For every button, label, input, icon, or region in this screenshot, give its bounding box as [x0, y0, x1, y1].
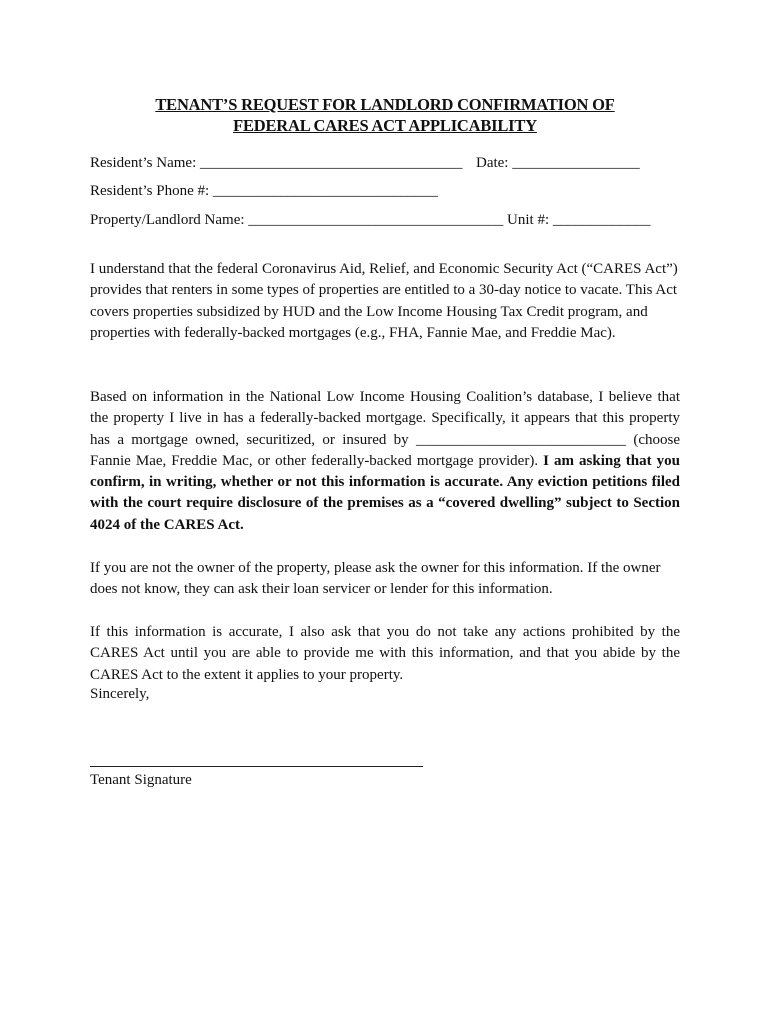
resident-phone-row: [90, 183, 438, 200]
paragraph-mortgage-text: Based on information in the National Low Income Housing Coalition’s database, I believe that the property I live in has a federally-backed mortgage. Specifically, it appears that this property has a mortgage owned, securitized, or insured by: [90, 389, 680, 448]
property-landlord-row: [90, 212, 650, 229]
resident-phone-field[interactable]: ______________________________: [212, 183, 438, 199]
resident-name-row: [90, 155, 640, 172]
paragraph-owner-info: If you are not the owner of the property, please ask the owner for this information. If the owner does not know, they can ask their loan servicer or lender for this information.: [90, 560, 661, 598]
document-title-line-2: FEDERAL CARES ACT APPLICABILITY: [233, 116, 537, 135]
tenant-signature-label: Tenant Signature: [90, 772, 192, 788]
resident-name-label: Resident’s Name:: [90, 155, 197, 171]
date-field[interactable]: _________________: [512, 155, 640, 171]
paragraph-prohibited-actions: If this information is accurate, I also ask that you do not take any actions prohibited by the CARES Act until you are able to provide me with this information, and that you abide by the CARES Act to the extent it applies to your property.: [90, 624, 680, 683]
unit-label: Unit #:: [507, 212, 550, 228]
date-label: Date:: [475, 155, 509, 171]
signature-line[interactable]: [90, 766, 423, 767]
unit-field[interactable]: _____________: [552, 212, 651, 228]
paragraph-mortgage-request: [90, 387, 680, 536]
resident-phone-label: Resident’s Phone #:: [90, 183, 210, 199]
resident-name-field[interactable]: ___________________________________: [199, 155, 463, 171]
property-landlord-label: Property/Landlord Name:: [90, 212, 245, 228]
paragraph-mortgage-bold-request: I am asking that you confirm, in writing, whether or not this information is accurate. Any eviction petitions filed with the court require disclosure of the premises as a “covered dwelling” subject to Section 4024 of the CARES Act.: [90, 452, 680, 533]
paragraph-mortgage-text-choose: (choose Fannie Mae, Freddie Mac, or other federally-backed mortgage provider).: [90, 431, 680, 469]
paragraph-cares-act-overview: I understand that the federal Coronavirus Aid, Relief, and Economic Security Act (“CARES Act”) provides that renters in some types of properties are entitled to a 30-day notice to vacate. This Act covers properties subsidized by HUD and the Low Income Housing Tax Credit program, and properties with federally-backed mortgages (e.g., FHA, Fannie Mae, and Freddie Mac).: [90, 261, 678, 341]
property-landlord-field[interactable]: __________________________________: [248, 212, 504, 228]
mortgage-provider-field[interactable]: ____________________________: [416, 431, 627, 448]
closing-sincerely: Sincerely,: [90, 686, 150, 702]
document-title-line-1: TENANT’S REQUEST FOR LANDLORD CONFIRMATION OF: [155, 95, 615, 114]
